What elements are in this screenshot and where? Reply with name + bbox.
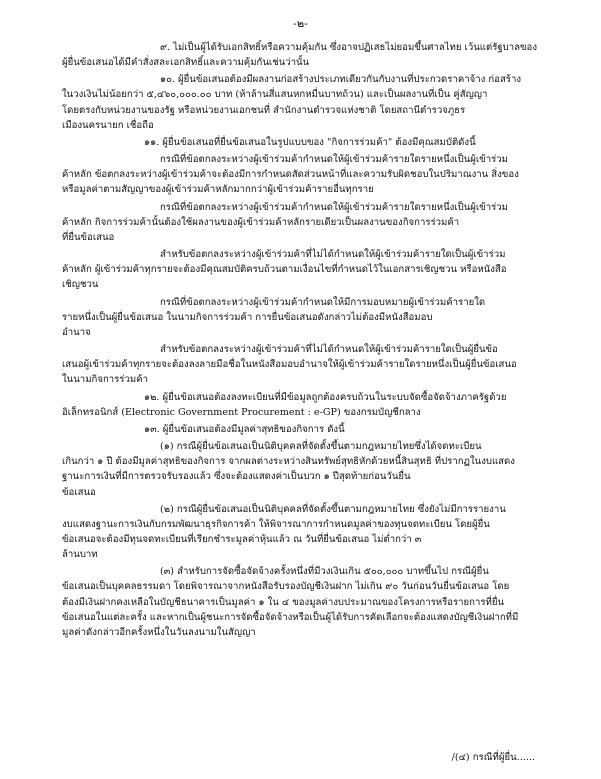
text-line: รายหนึ่งเป็นผู้ยื่นข้อเสนอ ในนามกิจการร่วมค้า การยื่นข้อเสนอดังกล่าวไม่ต้องมีหนังสือมอบ: [62, 311, 433, 323]
text-line: ฐานะการเงินที่มีการตรวจรับรองแล้ว ซึ่งจะต้องแสดงค่าเป็นบวก ๑ ปีสุดท้ายก่อนวันยื่น: [62, 471, 411, 483]
paragraph: [62, 295, 548, 340]
text-line: ๑๐. ผู้ยื่นข้อเสนอต้องมีผลงานก่อสร้างประเภทเดียวกันกับงานที่ประกวดราคาจ้าง ก่อสร้าง: [160, 74, 522, 86]
text-line: ๑๓. ผู้ยื่นข้อเสนอต้องมีมูลค่าสุทธิของกิจการ ดังนี้: [144, 423, 345, 435]
text-line: ค้าหลัก ข้อตกลงระหว่างผู้เข้าร่วมค้าจะต้องมีการกำหนดสัดส่วนหน้าที่และความรับผิดชอบในปริมาณงาน สิ่งของ: [62, 169, 519, 181]
text-line: ๑๑. ผู้ยื่นข้อเสนอที่ยื่นข้อเสนอในรูปแบบของ "กิจการร่วมค้า" ต้องมีคุณสมบัติดังนี้: [144, 136, 476, 148]
text-line: สำหรับข้อตกลงระหว่างผู้เข้าร่วมค้าที่ไม่ได้กำหนดให้ผู้เข้าร่วมค้ารายใดเป็นผู้ยื่นข้อ: [160, 344, 498, 356]
paragraph: [62, 152, 548, 197]
paragraph: [62, 72, 548, 132]
text-line: ข้อเสนอจะต้องมีทุนจดทะเบียนที่เรียกชำระมูลค่าหุ้นแล้ว ณ วันที่ยื่นข้อเสนอ ไม่ต่ำกว่า ๓: [62, 533, 422, 545]
text-line: กรณีที่ข้อตกลงระหว่างผู้เข้าร่วมค้ากำหนดให้ผู้เข้าร่วมค้ารายใดรายหนึ่งเป็นผู้เข้าร่วม: [160, 201, 508, 213]
paragraph: [62, 502, 548, 562]
text-line: ค้าหลัก ผู้เข้าร่วมค้าทุกรายจะต้องมีคุณสมบัติครบถ้วนตามเงื่อนไขที่กำหนดไว้ในเอกสารเชิญชวน หรือหนังสือ: [62, 264, 507, 276]
text-line: ที่ยื่นข้อเสนอ: [62, 231, 115, 243]
text-line: โดยตรงกับหน่วยงานของรัฐ หรือหน่วยงานเอกชนที่ สำนักงานตำรวจแห่งชาติ โดยสถานีตำรวจภูธร: [62, 104, 466, 116]
paragraph: [62, 422, 548, 437]
paragraph: [62, 390, 548, 420]
paragraph: [62, 135, 548, 150]
text-line: (๒) กรณีผู้ยื่นข้อเสนอเป็นนิติบุคคลที่จัดตั้งขึ้นตามกฎหมายไทย ซึ่งยังไม่มีการรายงาน: [160, 503, 506, 515]
text-line: กรณีที่ข้อตกลงระหว่างผู้เข้าร่วมค้ากำหนดให้มีการมอบหมายผู้เข้าร่วมค้ารายใด: [160, 296, 486, 308]
text-line: ในวงเงินไม่น้อยกว่า ๕,๔๖๐,๐๐๐.๐๐ บาท (ห้าล้านสี่แสนหกหมื่นบาทถ้วน) และเป็นผลงานที่เป็น คู่สัญญา: [62, 89, 488, 101]
document-body: [62, 40, 548, 642]
text-line: ในนามกิจการร่วมค้า: [62, 374, 148, 386]
text-line: สำหรับข้อตกลงระหว่างผู้เข้าร่วมค้าที่ไม่ได้กำหนดให้ผู้เข้าร่วมค้ารายใดเป็นผู้เข้าร่วม: [160, 249, 506, 261]
text-line: เชิญชวน: [62, 279, 99, 291]
text-line: ล้านบาท: [62, 549, 98, 561]
paragraph: [62, 247, 548, 292]
text-line: มูลค่าดังกล่าวอีกครั้งหนึ่งในวันลงนามในสัญญา: [62, 626, 256, 638]
text-line: (๓) สำหรับการจัดซื้อจัดจ้างครั้งหนึ่งที่มีวงเงินเกิน ๕๐๐,๐๐๐ บาทขึ้นไป กรณีผู้ยื่น: [160, 566, 489, 578]
text-line: ค้าหลัก กิจการร่วมค้านั้นต้องใช้ผลงานของผู้เข้าร่วมค้าหลักรายเดียวเป็นผลงานของกิจการร่วมค้า: [62, 216, 460, 228]
text-line: ข้อเสนอ: [62, 486, 96, 498]
text-line: ผู้ยื่นข้อเสนอได้มีคำสั่งสละเอกสิทธิ์และความคุ้มกันเช่นว่านั้น: [62, 57, 310, 69]
text-line: ข้อเสนอในแต่ละครั้ง และหากเป็นผู้ชนะการจัดซื้อจัดจ้างหรือเป็นผู้ได้รับการคัดเลือกจะต้องแสดงบัญชีเงินฝากที่มี: [62, 611, 519, 623]
continuation-marker: /(๔) กรณีที่ผู้ยื่น......: [451, 752, 535, 763]
text-line: เกินกว่า ๑ ปี ต้องมีมูลค่าสุทธิของกิจการ จากผลต่างระหว่างสินทรัพย์สุทธิหักด้วยหนี้สินสุทธิ ที่ปรากฏในงบแสดง: [62, 456, 515, 468]
text-line: ๙. ไม่เป็นผู้ได้รับเอกสิทธิ์หรือความคุ้มกัน ซึ่งอาจปฏิเสธไม่ยอมขึ้นศาลไทย เว้นแต่รัฐบาลของ: [160, 42, 537, 53]
text-line: อิเล็กทรอนิกส์ (Electronic Government Procurement : e-GP) ของกรมบัญชีกลาง: [62, 406, 421, 418]
paragraph: [62, 200, 548, 245]
paragraph: [62, 439, 548, 499]
text-line: (๑) กรณีผู้ยื่นข้อเสนอเป็นนิติบุคคลที่จัดตั้งขึ้นตามกฎหมายไทยซึ่งได้จดทะเบียน: [160, 441, 482, 453]
text-line: ๑๒. ผู้ยื่นข้อเสนอต้องลงทะเบียนที่มีข้อมูลถูกต้องครบถ้วนในระบบจัดซื้อจัดจ้างภาครัฐด้วย: [144, 391, 507, 403]
text-line: หรือมูลค่าตามสัญญาของผู้เข้าร่วมค้าหลักมากกว่าผู้เข้าร่วมค้ารายอื่นทุกราย: [62, 184, 374, 196]
text-line: ข้อเสนอเป็นบุคคลธรรมดา โดยพิจารณาจากหนังสือรับรองบัญชีเงินฝาก ไม่เกิน ๙๐ วันก่อนวันยื่นข้อเสนอ โดย: [62, 581, 510, 593]
paragraph: [62, 40, 548, 70]
text-line: ต้องมีเงินฝากคงเหลือในบัญชีธนาคารเป็นมูลค่า ๑ ใน ๔ ของมูลค่างบประมาณของโครงการหรือรายการที่ยื่น: [62, 596, 504, 608]
text-line: เสนอผู้เข้าร่วมค้าทุกรายจะต้องลงลายมือชื่อในหนังสือมอบอำนาจให้ผู้เข้าร่วมค้ารายใดรายหนึ่งเป็นผู้ยื่นข้อเสนอ: [62, 359, 517, 371]
text-line: งบแสดงฐานะการเงินกับกรมพัฒนาธุรกิจการค้า ให้พิจารณาการกำหนดมูลค่าของทุนจดทะเบียน โดยผู้ยื่น: [62, 518, 490, 530]
page-number: -๒-: [293, 17, 308, 30]
paragraph: [62, 564, 548, 639]
text-line: อำนาจ: [62, 326, 91, 338]
text-line: กรณีที่ข้อตกลงระหว่างผู้เข้าร่วมค้ากำหนดให้ผู้เข้าร่วมค้ารายใดรายหนึ่งเป็นผู้เข้าร่วม: [160, 154, 508, 166]
paragraph: [62, 342, 548, 387]
text-line: เมืองนครนายก เชื่อถือ: [62, 119, 154, 131]
